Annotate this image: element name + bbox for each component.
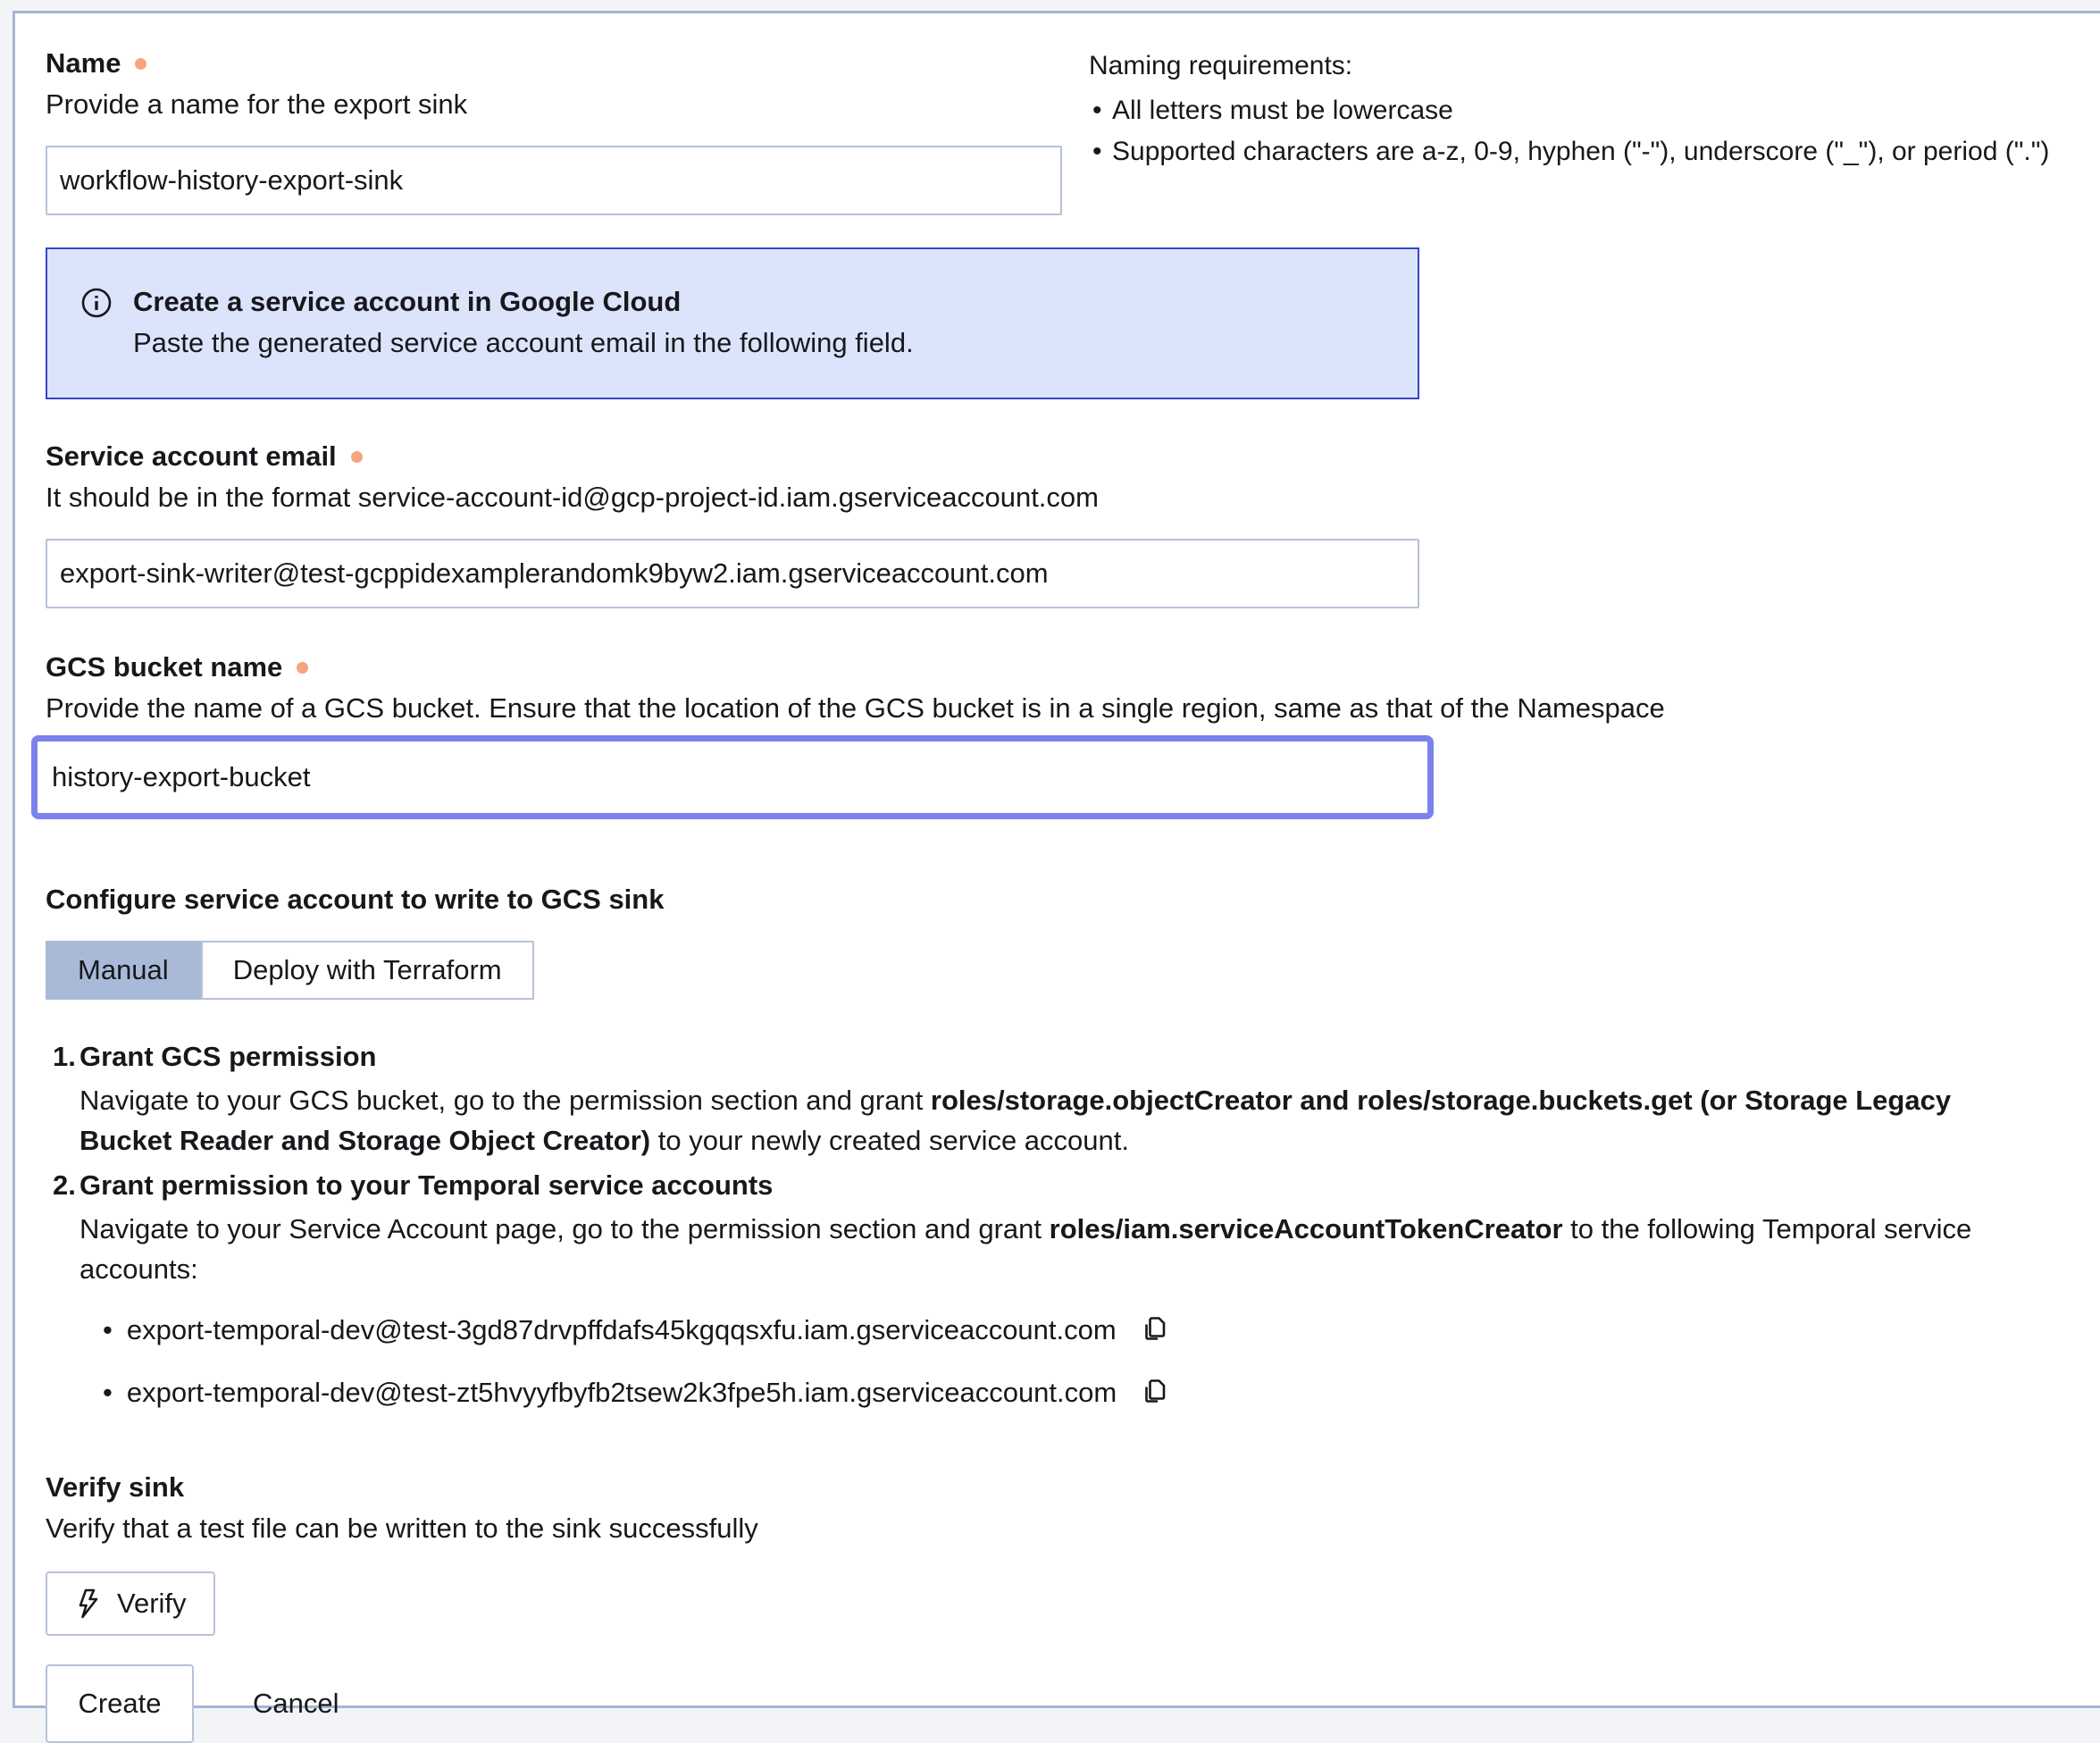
verify-button-label: Verify [117,1588,187,1619]
bullet: • [103,1377,113,1408]
name-description: Provide a name for the export sink [46,88,468,120]
bucket-label: GCS bucket name [46,651,283,683]
copy-button[interactable] [1138,1377,1170,1409]
tab-manual[interactable]: Manual [46,941,201,1000]
configure-section-title: Configure service account to write to GCS sink [46,884,665,915]
step-grant-gcs-permission [46,1039,2100,1161]
service-account-info-box [46,247,1419,399]
naming-requirement-item: • Supported characters are a-z, 0-9, hyphen ("-"), underscore ("_"), or period (".") [1089,131,2049,172]
required-dot [297,662,308,674]
create-button[interactable]: Create [46,1664,194,1743]
info-icon [79,286,113,320]
list-item [46,1371,2100,1414]
bucket-name-input[interactable] [31,735,1434,819]
step-title: Grant permission to your Temporal service accounts [79,1169,774,1201]
step-body: Navigate to your Service Account page, go to the permission section and grant roles/iam.serviceAccountTokenCreator to the following Temporal service accounts: [79,1213,1972,1285]
name-input[interactable] [46,146,1062,215]
temporal-service-account-email: export-temporal-dev@test-3gd87drvpffdafs45kgqqsxfu.iam.gserviceaccount.com [126,1314,1117,1345]
naming-requirements [1089,46,2049,172]
service-account-description: It should be in the format service-account-id@gcp-project-id.iam.gserviceaccount.com [46,482,1099,513]
temporal-service-accounts-list [46,1309,2100,1414]
name-field-group [46,46,1062,215]
verify-sink-description: Verify that a test file can be written to the sink successfully [46,1513,758,1544]
step-number: 2. [53,1169,76,1201]
export-sink-form-panel [13,11,2100,1719]
required-dot [351,451,363,463]
configure-steps [46,1039,2100,1414]
service-account-label: Service account email [46,440,337,472]
naming-requirements-title: Naming requirements: [1089,51,1353,80]
service-account-email-input[interactable] [46,539,1419,608]
tab-deploy-with-terraform[interactable]: Deploy with Terraform [201,941,534,1000]
configure-tabs [46,941,534,1000]
cancel-button[interactable]: Cancel [253,1664,339,1743]
service-account-field-group [46,439,2100,608]
lightning-icon [74,1588,103,1620]
form-actions [46,1664,2100,1743]
info-box-title: Create a service account in Google Cloud [133,286,682,317]
bullet: • [103,1314,113,1345]
list-item [46,1309,2100,1352]
copy-button[interactable] [1138,1314,1170,1346]
temporal-service-account-email: export-temporal-dev@test-zt5hvyyfbyfb2tsew2k3fpe5h.iam.gserviceaccount.com [126,1377,1117,1408]
verify-sink-title: Verify sink [46,1471,185,1503]
step-number: 1. [53,1041,76,1072]
top-row [46,46,2100,215]
step-body: Navigate to your GCS bucket, go to the permission section and grant roles/storage.objectCreator and roles/storage.buckets.get (or Storage Legacy Bucket Reader and Storage Object Creator) to your newly created service account. [79,1085,1952,1156]
verify-button[interactable] [46,1571,215,1636]
required-dot [135,58,146,70]
bucket-description: Provide the name of a GCS bucket. Ensure that the location of the GCS bucket is in a single region, same as that of the Namespace [46,692,1665,724]
info-box-body: Paste the generated service account email in the following field. [133,327,914,358]
step-grant-temporal-permission [46,1168,2100,1289]
naming-requirement-item: • All letters must be lowercase [1089,90,2049,131]
name-label: Name [46,47,121,79]
step-title: Grant GCS permission [79,1041,377,1072]
bucket-field-group [46,649,2100,819]
